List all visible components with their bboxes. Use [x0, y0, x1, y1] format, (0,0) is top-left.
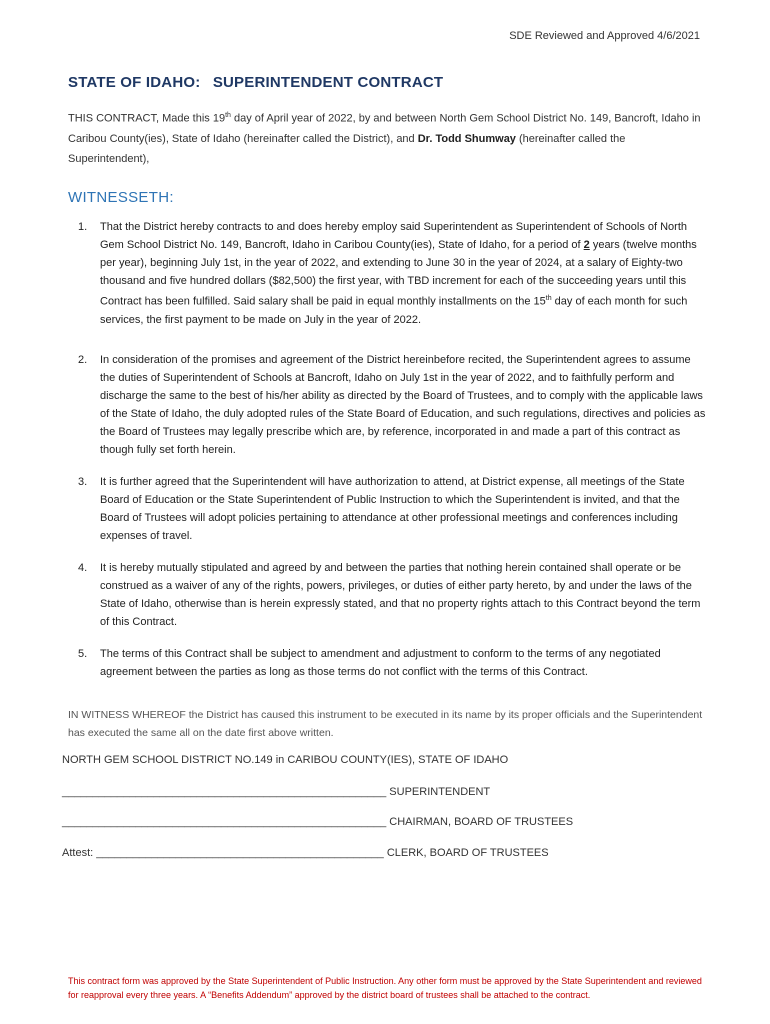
clause-2 — [68, 351, 708, 459]
clause-3 — [68, 473, 708, 545]
clause-number: 5. — [78, 647, 88, 660]
clause-1-text-b: years (twelve months per year), beginning July 1st, in the year of 2022, and extending to June 30 in the year of 2024, at a salary of Eighty-two thousand and five hundred dollars ($82,500) the first year, with TBD increment for each of the succeeding years until this Contract has been fulfilled. Said salary shall be paid in equal monthly installments on the 15 — [100, 239, 697, 308]
clause-5-text: The terms of this Contract shall be subject to amendment and adjustment to conform to the terms of any negotiated agreement between the parties as long as those terms do not conflict with the terms of this Contract. — [100, 647, 661, 678]
page-title — [68, 74, 443, 91]
footer-note: This contract form was approved by the State Superintendent of Public Instruction. Any other form must be approved by the State Superintendent and reviewed for reapproval every three years. A “Benefits Addendum” approved by the district board of trustees shall be attached to the contract. — [68, 976, 702, 1000]
clause-number: 2. — [78, 353, 88, 366]
clause-2-text: In consideration of the promises and agreement of the District hereinbefore recited, the Superintendent agrees to assume the duties of Superintendent of Schools at Bancroft, Idaho on July 1st in the year of 2022, and to faithfully perform and discharge the same to the best of his/her ability as directed by the Board of Trustees, and to comply with the applicable laws of the State of Idaho, the duly adopted rules of the State Board of Education, and such regulations, directives and policies as the Board of Trustees may legally prescribe which are, by reference, incorporated in and made a part of this contract as though fully set forth herein. — [100, 353, 706, 456]
title-subtitle: SUPERINTENDENT CONTRACT — [212, 74, 444, 91]
review-note: SDE Reviewed and Approved 4/6/2021 — [509, 30, 700, 42]
clause-1 — [68, 218, 708, 329]
chairman-signature-line[interactable]: _____________________________________________________ CHAIRMAN, BOARD OF TRUSTEES — [62, 816, 574, 828]
intro-sup: th — [225, 112, 231, 119]
clause-number: 3. — [78, 475, 88, 488]
intro-paragraph — [68, 106, 708, 169]
clause-number: 4. — [78, 561, 88, 574]
clause-5 — [68, 645, 708, 681]
superintendent-name: Dr. Todd Shumway — [417, 132, 516, 145]
witnesseth-heading: WITNESSETH: — [68, 189, 174, 206]
intro-text-2: day of April year of 2022, by and between North Gem School District No. 149, Bancroft, Idaho in Caribou County(ies), State of Idaho (hereinafter called the District), and — [68, 112, 701, 145]
superintendent-signature-line[interactable]: _____________________________________________________ SUPERINTENDENT — [62, 786, 491, 798]
clause-4-text: It is hereby mutually stipulated and agreed by and between the parties that nothing herein contained shall operate or be construed as a waiver of any of the rights, powers, privileges, or duties of either party hereto, by and under the laws of the State of Idaho, otherwise than is herein expressly stated, and that no property rights attach to this Contract beyond the term of this Contract. — [100, 561, 701, 628]
clerk-signature-line[interactable]: Attest: _______________________________________________ CLERK, BOARD OF TRUSTEES — [62, 847, 549, 859]
clause-1-sup: th — [545, 295, 552, 302]
in-witness-paragraph: IN WITNESS WHEREOF the District has caused this instrument to be executed in its name by its proper officials and the Superintendent has executed the same all on the date first above written. — [68, 709, 703, 739]
intro-text-3: (hereinafter called the Superintendent), — [68, 132, 626, 165]
intro-text-1: THIS CONTRACT, Made this 19 — [68, 112, 226, 125]
clause-number: 1. — [78, 221, 88, 233]
clause-1-text-a: That the District hereby contracts to and does hereby employ said Superintendent as Superintendent of Schools of North Gem School District No. 149, Bancroft, Idaho in Caribou County(ies), State of Idaho, for a period of — [100, 221, 688, 251]
title-state: STATE OF IDAHO: — [68, 74, 201, 91]
clause-1-years: 2 — [583, 239, 590, 251]
clause-3-text: It is further agreed that the Superintendent will have authorization to attend, at District expense, all meetings of the State Board of Education or the State Superintendent of Public Instruction to which the Superintendent is invited, and that the Board of Trustees will adopt policies pertaining to attendance at other professional meetings and conferences including expenses of travel. — [100, 475, 685, 542]
district-line: NORTH GEM SCHOOL DISTRICT NO.149 in CARIBOU COUNTY(IES), STATE OF IDAHO — [62, 754, 509, 766]
clause-4 — [68, 559, 708, 631]
clauses-list — [68, 218, 708, 681]
clause-1-text-c: day of each month for such services, the first payment to be made on July in the year of 2022. — [100, 295, 688, 326]
